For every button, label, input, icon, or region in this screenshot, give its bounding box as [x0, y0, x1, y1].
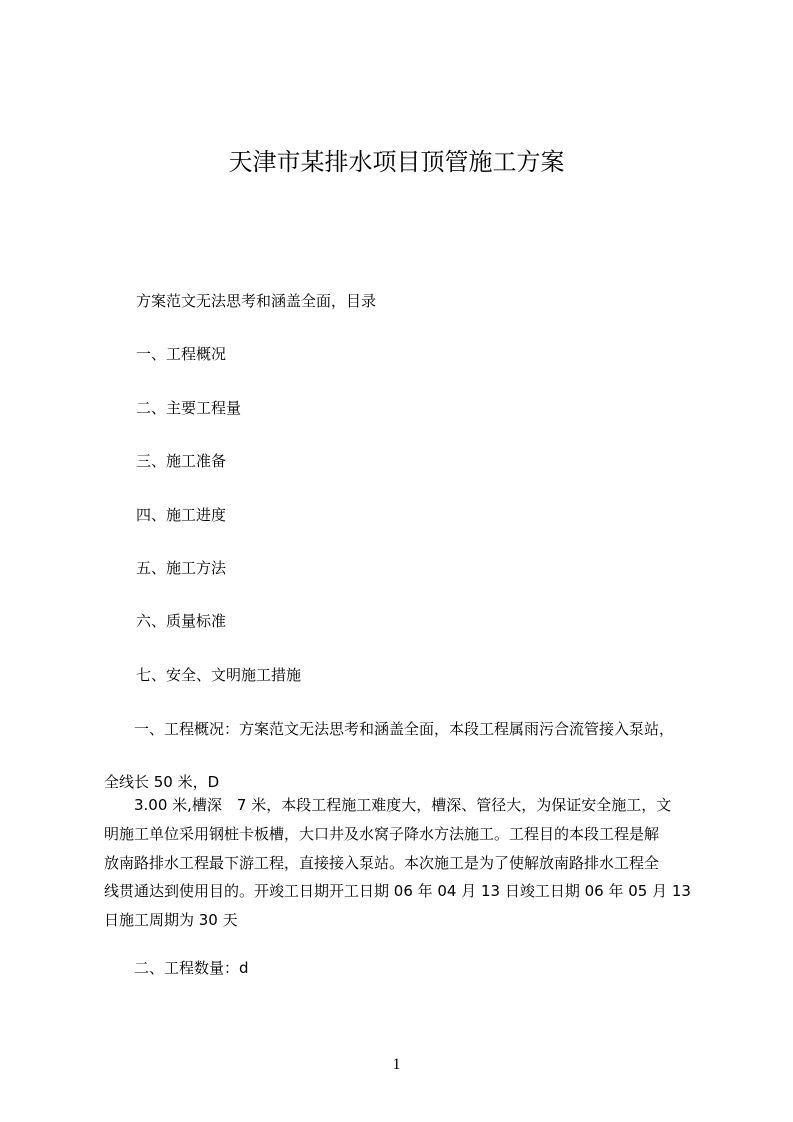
paragraph-line: 放南路排水工程最下游工程，直接接入泵站。本次施工是为了使解放南路排水工程全: [104, 854, 660, 872]
paragraph-line: 全线长 50 米，D: [104, 773, 220, 791]
toc-item: 五、施工方法: [136, 559, 227, 577]
toc-item: 六、质量标准: [136, 612, 227, 630]
paragraph-line: 日施工周期为 30 天: [104, 911, 238, 929]
toc-item: 二、主要工程量: [136, 399, 242, 417]
toc-item: 三、施工准备: [136, 452, 227, 470]
toc-item: 一、工程概况: [136, 345, 227, 363]
paragraph-line: 一、工程概况：方案范文无法思考和涵盖全面，本段工程属雨污合流管接入泵站，: [104, 720, 675, 738]
paragraph-line: 二、工程数量：d: [104, 959, 249, 977]
toc-item: 七、安全、文明施工措施: [136, 666, 302, 684]
document-title: 天津市某排水项目顶管施工方案: [228, 148, 565, 176]
page-number: 1: [392, 1056, 401, 1073]
intro-line: 方案范文无法思考和涵盖全面，目录: [136, 292, 377, 310]
paragraph-line: 线贯通达到使用目的。开竣工日期开工日期 06 年 04 月 13 日竣工日期 06 年 05 月 13: [104, 882, 691, 900]
paragraph-line: 3.00 米,槽深 7 米，本段工程施工难度大，槽深、管径大，为保证安全施工，文: [104, 796, 672, 814]
paragraph-line: 明施工单位采用钢桩卡板槽，大口井及水窝子降水方法施工。工程目的本段工程是解: [104, 825, 660, 843]
toc-item: 四、施工进度: [136, 506, 227, 524]
